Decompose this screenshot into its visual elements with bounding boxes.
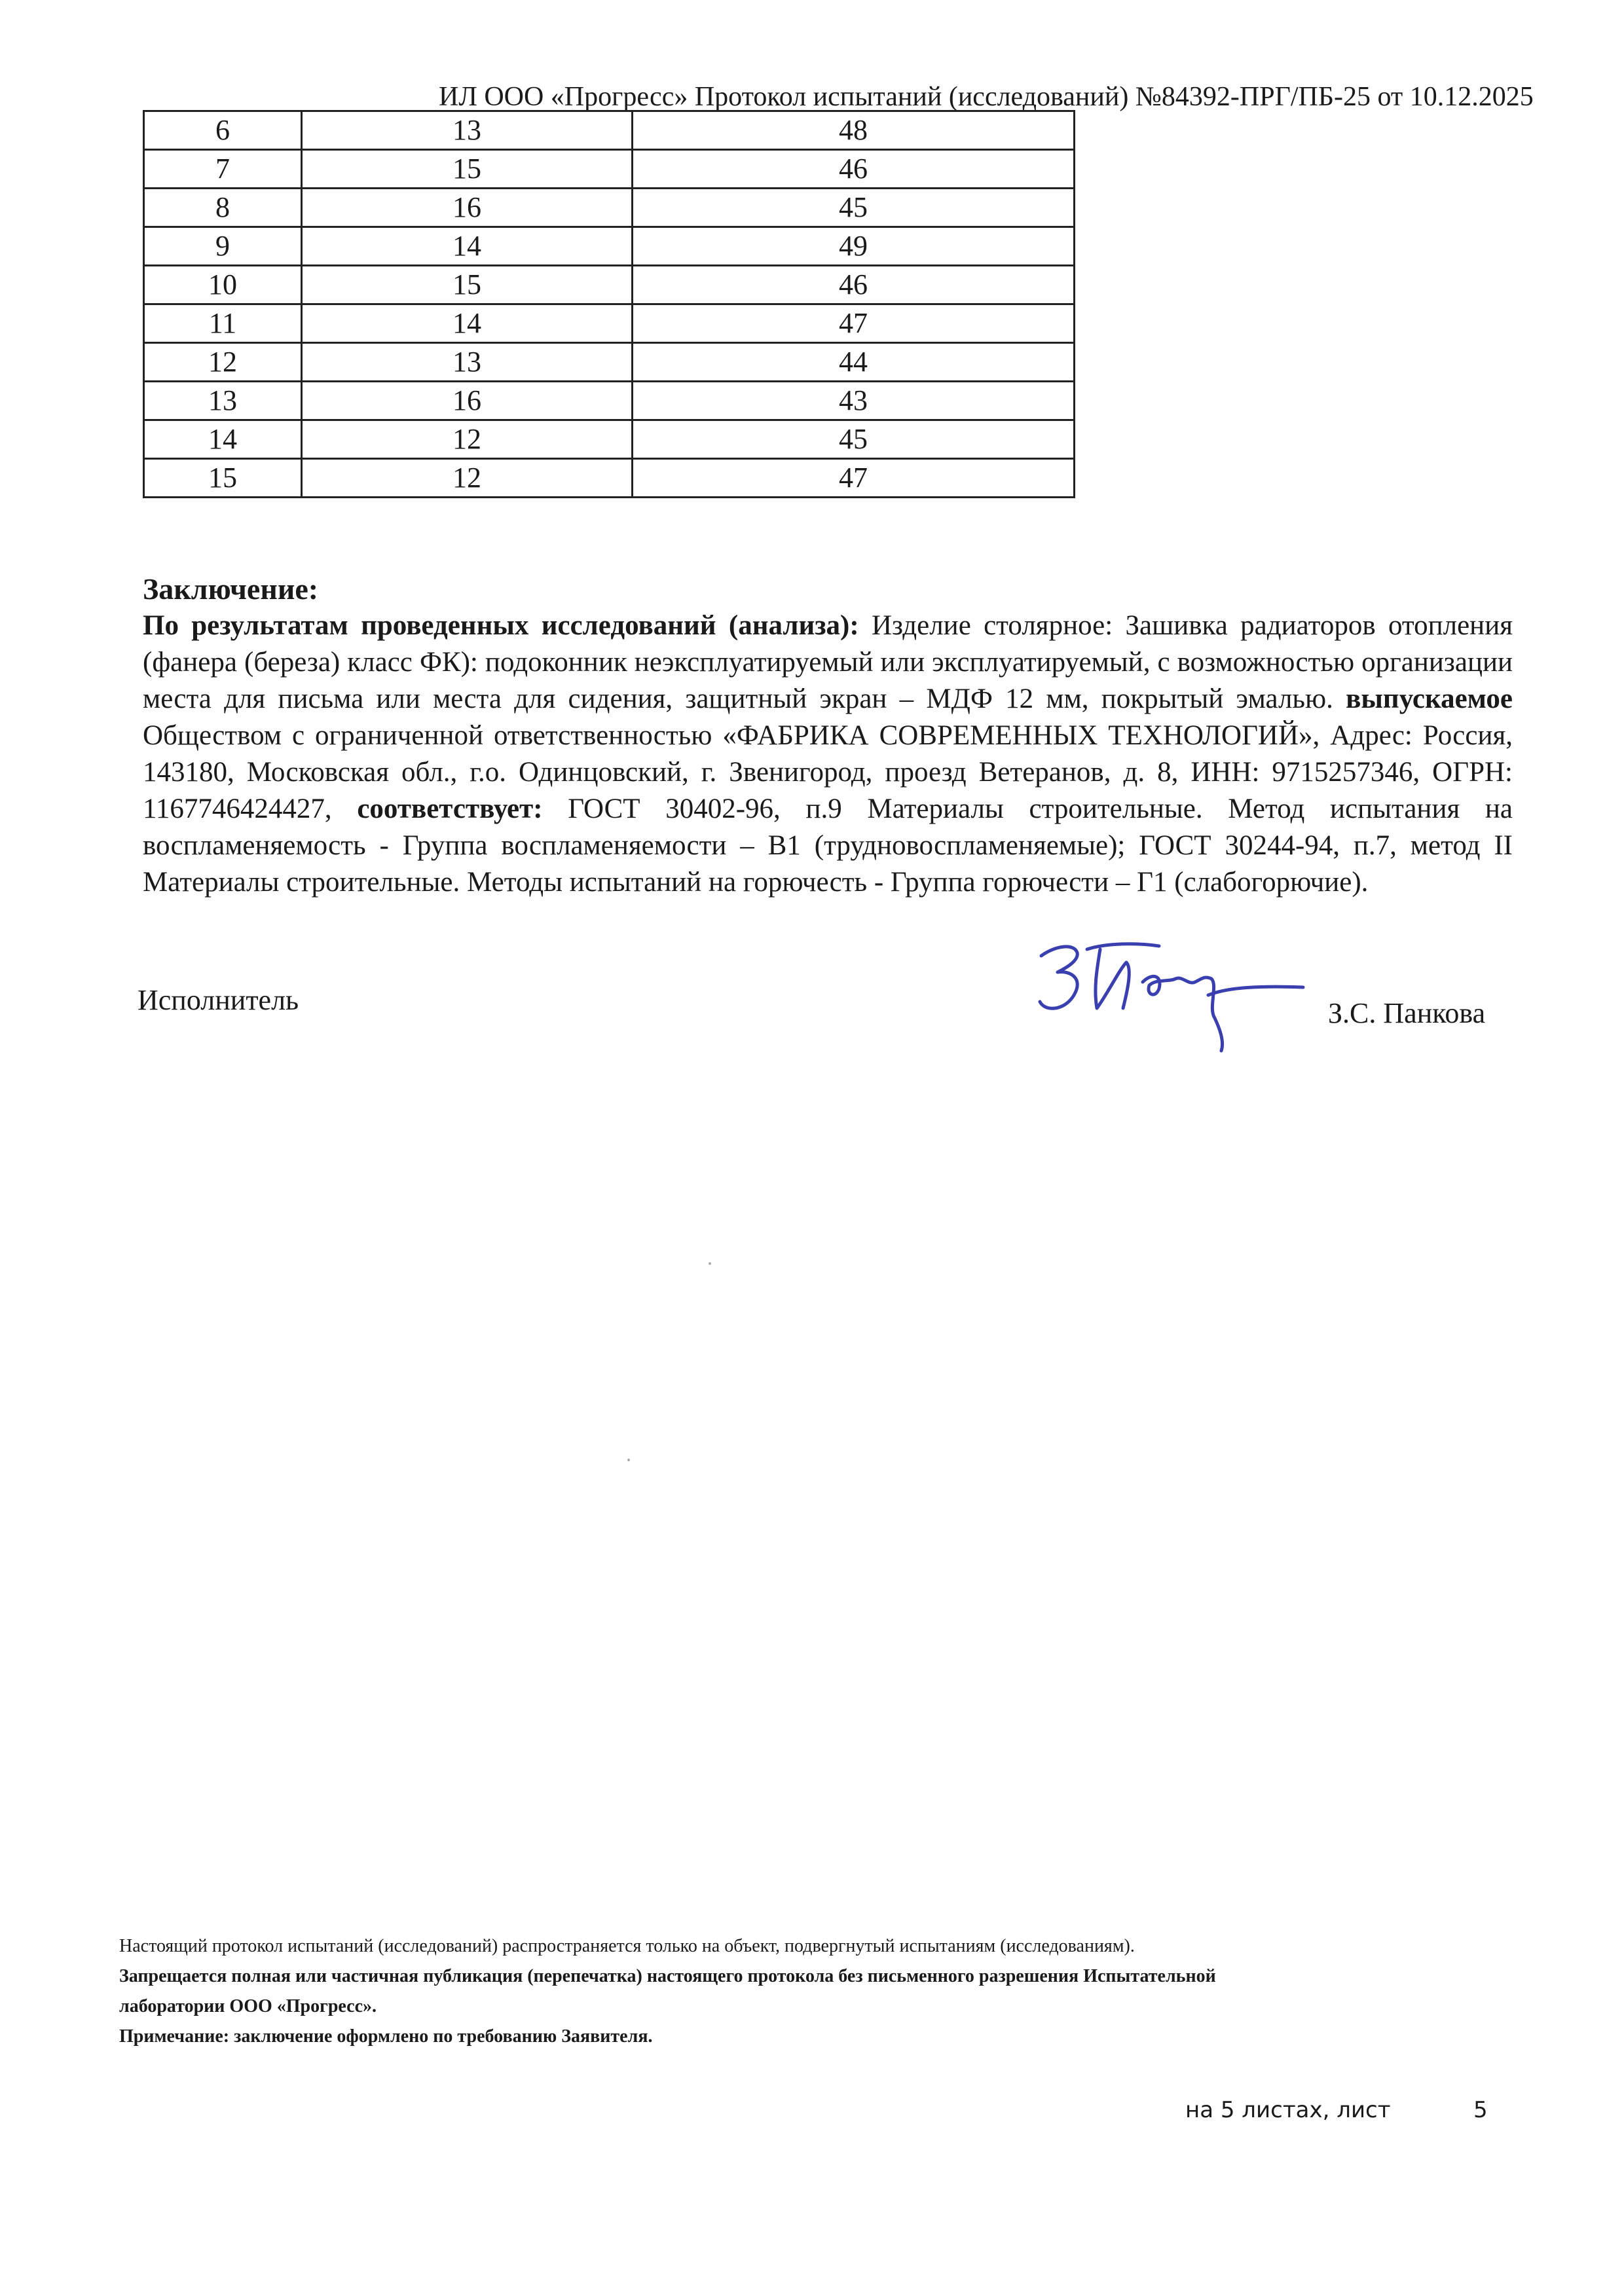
table-cell: 10 — [144, 266, 302, 304]
table-cell: 14 — [302, 304, 633, 343]
conclusion-heading: Заключение: — [143, 572, 319, 606]
page-count-label: на 5 листах, лист — [1185, 2097, 1391, 2123]
footer-remark: Примечание: заключение оформлено по требованию Заявителя. — [119, 2026, 653, 2047]
table-cell: 11 — [144, 304, 302, 343]
table-row — [144, 150, 1075, 189]
executor-label: Исполнитель — [138, 984, 299, 1016]
table-cell: 43 — [633, 382, 1075, 420]
table-cell: 8 — [144, 189, 302, 227]
executor-name: З.С. Панкова — [1328, 997, 1486, 1029]
table-cell: 12 — [302, 459, 633, 498]
table-cell: 47 — [633, 304, 1075, 343]
conclusion-part1: Изделие столярное: Зашивка радиаторов отопления (фанера (береза) класс ФК): подоконник неэксплуатируемый или эксплуатируемый, с возможностью организации места для письма или места для сидения, защитный экран – МДФ 12 мм, покрытый эмалью. — [143, 610, 1513, 714]
footer-notes — [119, 1931, 1527, 2052]
results-table-body — [144, 111, 1075, 498]
signature-stroke — [1175, 977, 1223, 1051]
handwritten-signature — [1028, 930, 1329, 1067]
table-cell: 45 — [633, 189, 1075, 227]
table-cell: 47 — [633, 459, 1075, 498]
table-cell: 49 — [633, 227, 1075, 266]
signature-stroke — [1208, 987, 1303, 995]
table-cell: 6 — [144, 111, 302, 150]
table-cell: 12 — [144, 343, 302, 382]
table-row — [144, 227, 1075, 266]
table-cell: 15 — [302, 266, 633, 304]
table-cell: 13 — [302, 111, 633, 150]
table-cell: 46 — [633, 150, 1075, 189]
document-header: ИЛ ООО «Прогресс» Протокол испытаний (исследований) №84392-ПРГ/ПБ-25 от 10.12.2025 — [439, 82, 1534, 112]
table-cell: 15 — [144, 459, 302, 498]
conclusion-text — [143, 608, 1513, 901]
table-cell: 44 — [633, 343, 1075, 382]
table-cell: 16 — [302, 382, 633, 420]
footer-scope-note: Настоящий протокол испытаний (исследований) распространяется только на объект, подвергнутый испытаниям (исследованиям). — [119, 1936, 1135, 1956]
signature-stroke — [1143, 976, 1175, 994]
table-cell: 48 — [633, 111, 1075, 150]
table-row — [144, 304, 1075, 343]
table-cell: 9 — [144, 227, 302, 266]
table-cell: 15 — [302, 150, 633, 189]
scan-speck — [709, 1262, 711, 1265]
table-cell: 13 — [144, 382, 302, 420]
table-cell: 14 — [144, 420, 302, 459]
table-cell: 45 — [633, 420, 1075, 459]
table-row — [144, 459, 1075, 498]
footer-laboratory-name: лаборатории ООО «Прогресс». — [119, 1996, 377, 2016]
results-table — [143, 110, 1075, 498]
scan-speck — [627, 1459, 630, 1461]
conclusion-lead: По результатам проведенных исследований (анализа): — [143, 610, 859, 641]
table-cell: 16 — [302, 189, 633, 227]
table-cell: 46 — [633, 266, 1075, 304]
conclusion-part2: Обществом с ограниченной ответственностью «ФАБРИКА СОВРЕМЕННЫХ ТЕХНОЛОГИЙ», Адрес: Россия, 143180, Московская обл., г.о. Одинцовский, г. Звенигород, проезд Ветеранов, д. 8, ИНН: 9715257346, ОГРН: 1167746424427, — [143, 720, 1513, 824]
table-row — [144, 382, 1075, 420]
table-cell: 7 — [144, 150, 302, 189]
table-row — [144, 111, 1075, 150]
signature-stroke — [1087, 944, 1159, 949]
table-cell: 14 — [302, 227, 633, 266]
page-number: 5 — [1473, 2097, 1488, 2123]
footer-publication-prohibition: Запрещается полная или частичная публикация (перепечатка) настоящего протокола без письменного разрешения Испытательной — [119, 1966, 1216, 1986]
conclusion-bold-manufactured: выпускаемое — [1346, 683, 1513, 714]
table-cell: 13 — [302, 343, 633, 382]
table-cell: 12 — [302, 420, 633, 459]
conclusion-part3: ГОСТ 30402-96, п.9 Материалы строительные. Метод испытания на воспламеняемость - Группа воспламеняемости – В1 (трудновоспламеняемые); ГОСТ 30244-94, п.7, метод II Материалы строительные. Методы испытаний на горючесть - Группа горючести – Г1 (слабогорючие). — [143, 793, 1513, 898]
conclusion-bold-complies: соответствует: — [357, 793, 543, 824]
table-row — [144, 343, 1075, 382]
table-row — [144, 420, 1075, 459]
signature-stroke — [1040, 947, 1077, 1008]
table-row — [144, 266, 1075, 304]
table-row — [144, 189, 1075, 227]
signature-stroke — [1096, 949, 1129, 1008]
